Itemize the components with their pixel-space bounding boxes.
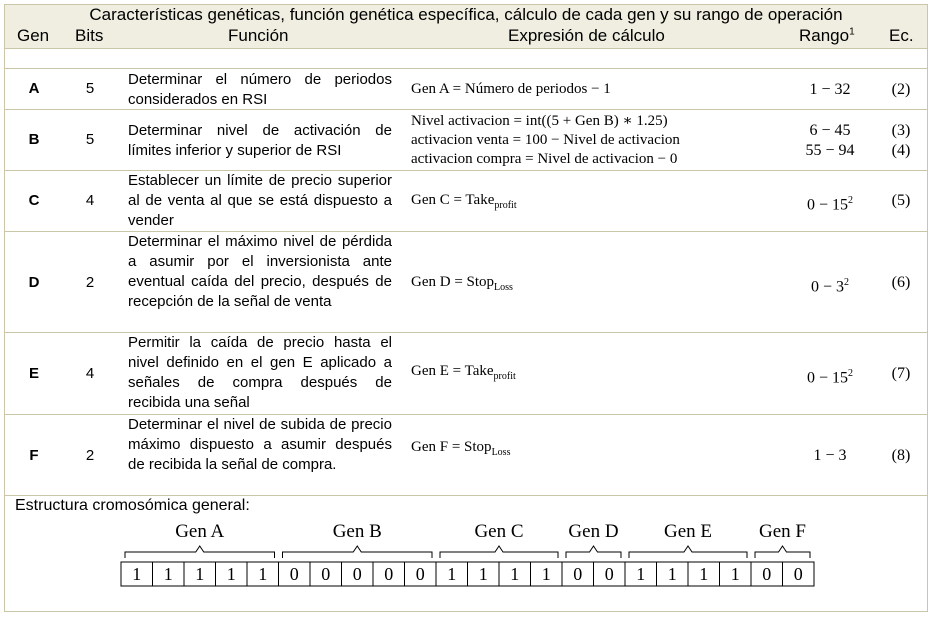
gen-cell: F: [29, 447, 39, 464]
gene-brace: [125, 546, 275, 558]
gen-cell: E: [28, 365, 39, 382]
table-header: [5, 25, 927, 49]
row-divider: [5, 495, 927, 496]
gene-label: Gen C: [474, 521, 524, 542]
equation-number: (7): [891, 365, 911, 382]
gene-label: Gen E: [663, 521, 713, 542]
range-cell: 1 − 3: [813, 447, 847, 464]
structure-label: Estructura cromosómica general:: [15, 497, 250, 514]
range-cell: $0 - 15^2$: [806, 195, 854, 214]
bit-value: 0: [289, 564, 299, 584]
bits-cell: 5: [85, 131, 95, 148]
gene-brace: [283, 546, 433, 558]
gen-cell: A: [28, 80, 40, 97]
bit-value: 1: [541, 564, 551, 584]
bit-value: 0: [793, 564, 803, 584]
range-cell: 6 − 45: [809, 122, 851, 139]
equation-number: (8): [891, 447, 911, 464]
gene-brace: [566, 546, 621, 558]
header-bits: Bits: [75, 26, 104, 45]
bits-cell: 4: [85, 192, 95, 209]
gene-label: Gen F: [759, 521, 806, 542]
range-cell: 1 − 32: [809, 81, 851, 98]
gene-brace: [440, 546, 558, 558]
function-cell: Determinar el nivel de subida de precio máximo dispuesto a asumir después de recibida la señal de compra.: [128, 416, 392, 473]
bit-value: 0: [415, 564, 425, 584]
gen-cell: D: [28, 274, 40, 291]
expression-line: activacion compra = Nivel de activacion − 0: [411, 151, 678, 167]
bit-value: 1: [699, 564, 709, 584]
header-ec: Ec.: [889, 26, 914, 45]
gene-brace: [755, 546, 810, 558]
expression-cell: Gen E = Take$_{profit}$: [411, 363, 516, 382]
expression-cell: Gen F = Stop$_{Loss}$: [411, 439, 511, 458]
expression-cell: Gen A = Número de periodos − 1: [411, 81, 611, 97]
bit-value: 1: [730, 564, 740, 584]
equation-number: (5): [891, 192, 911, 209]
row-divider: [5, 68, 927, 69]
range-cell: $0 - 15^2$: [806, 368, 854, 387]
bit-value: 0: [762, 564, 772, 584]
bit-value: 1: [510, 564, 520, 584]
equation-number: (3): [891, 122, 911, 139]
bits-cell: 2: [85, 274, 95, 291]
expression-cell: Gen D = Stop$_{Loss}$: [411, 274, 513, 293]
expression-line: activacion venta = 100 − Nivel de activacion: [411, 132, 680, 148]
gen-cell: B: [28, 131, 40, 148]
bit-value: 1: [163, 564, 173, 584]
equation-number: (6): [891, 274, 911, 291]
bit-value: 0: [604, 564, 614, 584]
table-caption: Características genéticas, función genética específica, cálculo de cada gen y su rango de operación: [5, 5, 927, 25]
equation-number: (4): [891, 142, 911, 159]
chromosome-diagram: [0, 515, 932, 590]
header-funcion: Función: [228, 26, 289, 45]
bits-cell: 4: [85, 365, 95, 382]
bit-value: 1: [447, 564, 457, 584]
bits-cell: 2: [85, 447, 95, 464]
gen-cell: C: [28, 192, 40, 209]
bit-value: 1: [132, 564, 142, 584]
bit-value: 1: [226, 564, 236, 584]
bit-value: 0: [384, 564, 394, 584]
function-cell: Establecer un límite de precio superior al de venta al que se está dispuesto a vender: [128, 172, 392, 229]
function-cell: Permitir la caída de precio hasta el nivel definido en el gen E aplicado a señales de compra después de recibida una señal: [128, 334, 392, 411]
gene-brace: [629, 546, 747, 558]
bit-value: 1: [667, 564, 677, 584]
header-gen: Gen: [17, 26, 50, 45]
gene-label: Gen D: [568, 521, 619, 542]
bit-value: 0: [352, 564, 362, 584]
bit-value: 1: [258, 564, 268, 584]
bits-cell: 5: [85, 80, 95, 97]
bit-value: 0: [321, 564, 331, 584]
expression-line: Nivel activacion = int((5 + Gen B) ∗ 1.25): [411, 113, 668, 129]
bit-value: 1: [478, 564, 488, 584]
range-cell: 55 − 94: [805, 142, 855, 159]
bit-value: 1: [636, 564, 646, 584]
range-cell: $0 - 3^2$: [810, 277, 850, 296]
function-cell: Determinar nivel de activación de límites inferior y superior de RSI: [128, 122, 392, 159]
gene-label: Gen B: [332, 521, 382, 542]
gene-label: Gen A: [175, 521, 225, 542]
function-cell: Determinar el número de periodos considerados en RSI: [128, 71, 392, 108]
expression-cell: Gen C = Take$_{profit}$: [411, 192, 517, 211]
header-rango: Rango$^1$: [799, 26, 855, 45]
equation-number: (2): [891, 81, 911, 98]
header-expresion: Expresión de cálculo: [508, 26, 665, 45]
bit-value: 1: [195, 564, 205, 584]
function-cell: Determinar el máximo nivel de pérdida a asumir por el inversionista ante eventual caída del precio, después de recepción de la señal de venta: [128, 233, 392, 310]
bit-value: 0: [573, 564, 583, 584]
